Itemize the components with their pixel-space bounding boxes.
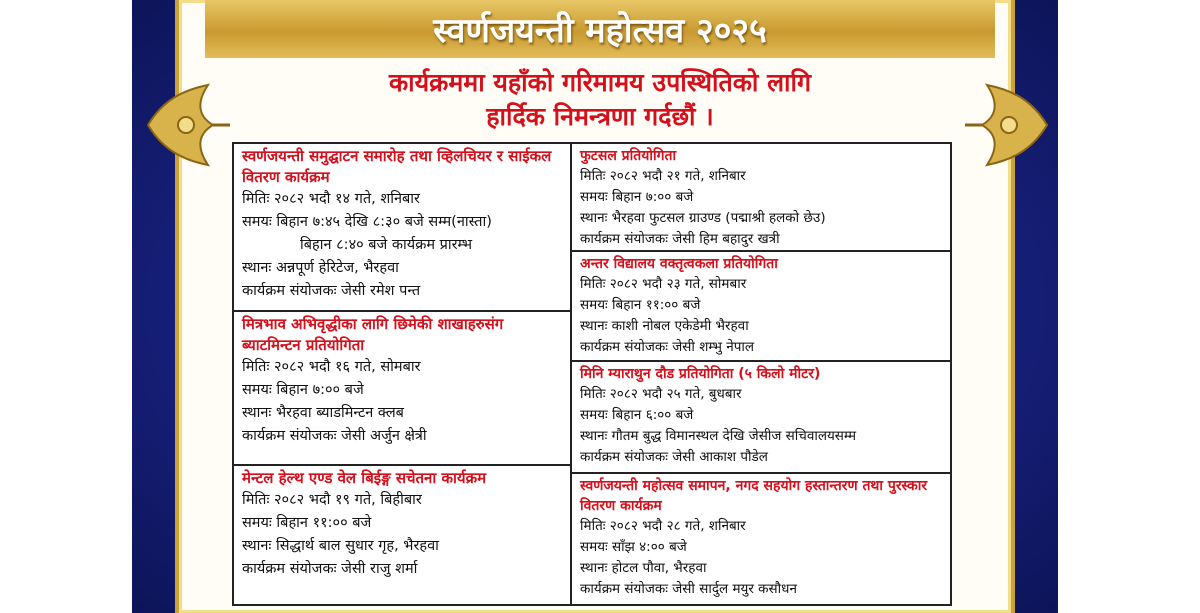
event-title: स्वर्णजयन्ती महोत्सव समापन, नगद सहयोग हस्तान्तरण तथा पुरस्कार वितरण कार्यक्रम xyxy=(580,478,928,514)
event-coordinator: कार्यक्रम संयोजकः जेसी हिम बहादुर खत्री xyxy=(580,231,780,247)
invitation-text xyxy=(205,66,995,134)
event-venue: स्थानः गौतम बुद्ध विमानस्थल देखि जेसीज सचिवालयसम्म xyxy=(580,428,857,444)
event-cell xyxy=(572,474,950,604)
event-coordinator: कार्यक्रम संयोजकः जेसी रमेश पन्त xyxy=(242,283,421,299)
event-time: समयः बिहान ११:०० बजे xyxy=(242,515,372,531)
event-coordinator: कार्यक्रम संयोजकः जेसी आकाश पौडेल xyxy=(580,449,768,465)
event-time: समयः बिहान ७:४५ देखि ८:३० बजे सम्म(नास्ता) xyxy=(242,214,492,230)
event-cell xyxy=(572,362,950,474)
event-time: समयः बिहान ७:०० बजे xyxy=(580,189,694,205)
event-title: स्वर्णजयन्ती समुद्घाटन समारोह तथा व्हिलचियर र साईकल वितरण कार्यक्रम xyxy=(242,147,552,186)
banner-title: स्वर्णजयन्ती महोत्सव २०२५ xyxy=(205,0,995,58)
event-coordinator: कार्यक्रम संयोजकः जेसी अर्जुन क्षेत्री xyxy=(242,428,427,444)
invitation-line-2: हार्दिक निमन्त्रणा गर्दछौं । xyxy=(486,102,714,131)
event-venue: स्थानः भैरहवा ब्याडमिन्टन क्लब xyxy=(242,405,404,421)
event-date: मितिः २०८२ भदौ १६ गते, सोमबार xyxy=(242,359,421,375)
event-date: मितिः २०८२ भदौ १४ गते, शनिबार xyxy=(242,191,420,207)
event-coordinator: कार्यक्रम संयोजकः जेसी राजु शर्मा xyxy=(242,561,418,577)
event-time: समयः साँझ ४:०० बजे xyxy=(580,539,687,555)
event-venue: स्थानः काशी नोबल एकेडेमी भैरहवा xyxy=(580,318,749,334)
event-venue: स्थानः सिद्धार्थ बाल सुधार गृह, भैरहवा xyxy=(242,538,439,554)
event-title: फुटसल प्रतियोगिता xyxy=(580,148,677,164)
event-title: मेन्टल हेल्थ एण्ड वेल बिईङ्ग सचेतना कार्यक्रम xyxy=(242,469,487,487)
event-time-start: बिहान ८:४० बजे कार्यक्रम प्रारम्भ xyxy=(300,237,473,253)
event-venue: स्थानः होटल पौवा, भैरहवा xyxy=(580,560,707,576)
event-title: अन्तर विद्यालय वक्तृत्वकला प्रतियोगिता xyxy=(580,256,778,272)
event-schedule-table xyxy=(232,142,952,606)
event-time: समयः बिहान ११:०० बजे xyxy=(580,297,701,313)
event-cell xyxy=(234,144,570,312)
event-cell xyxy=(234,312,570,466)
event-date: मितिः २०८२ भदौ २५ गते, बुधबार xyxy=(580,386,742,402)
event-title: मित्रभाव अभिवृद्धीका लागि छिमेकी शाखाहरुसंग ब्याटमिन्टन प्रतियोगिता xyxy=(242,315,504,354)
invitation-line-1: कार्यक्रममा यहाँको गरिमामय उपस्थितिको लागि xyxy=(388,68,812,97)
event-coordinator: कार्यक्रम संयोजकः जेसी शम्भु नेपाल xyxy=(580,339,755,355)
left-column xyxy=(234,144,572,604)
event-time: समयः बिहान ६:०० बजे xyxy=(580,407,694,423)
event-time: समयः बिहान ७:०० बजे xyxy=(242,382,364,398)
event-date: मितिः २०८२ भदौ २३ गते, सोमबार xyxy=(580,276,747,292)
event-coordinator: कार्यक्रम संयोजकः जेसी सार्दुल मयुर कसौधन xyxy=(580,581,797,597)
event-date: मितिः २०८२ भदौ २१ गते, शनिबार xyxy=(580,168,746,184)
event-venue: स्थानः अन्नपूर्ण हेरिटेज, भैरहवा xyxy=(242,260,399,276)
event-venue: स्थानः भैरहवा फुटसल ग्राउण्ड (पद्माश्री हलको छेउ) xyxy=(580,210,826,226)
event-cell xyxy=(234,466,570,604)
right-column xyxy=(572,144,950,604)
event-cell xyxy=(572,144,950,252)
event-cell xyxy=(572,252,950,362)
event-date: मितिः २०८२ भदौ १९ गते, बिहीबार xyxy=(242,492,422,508)
event-date: मितिः २०८२ भदौ २८ गते, शनिबार xyxy=(580,518,746,534)
event-title: मिनि म्याराथुन दौड प्रतियोगिता (५ किलो मीटर) xyxy=(580,366,821,382)
